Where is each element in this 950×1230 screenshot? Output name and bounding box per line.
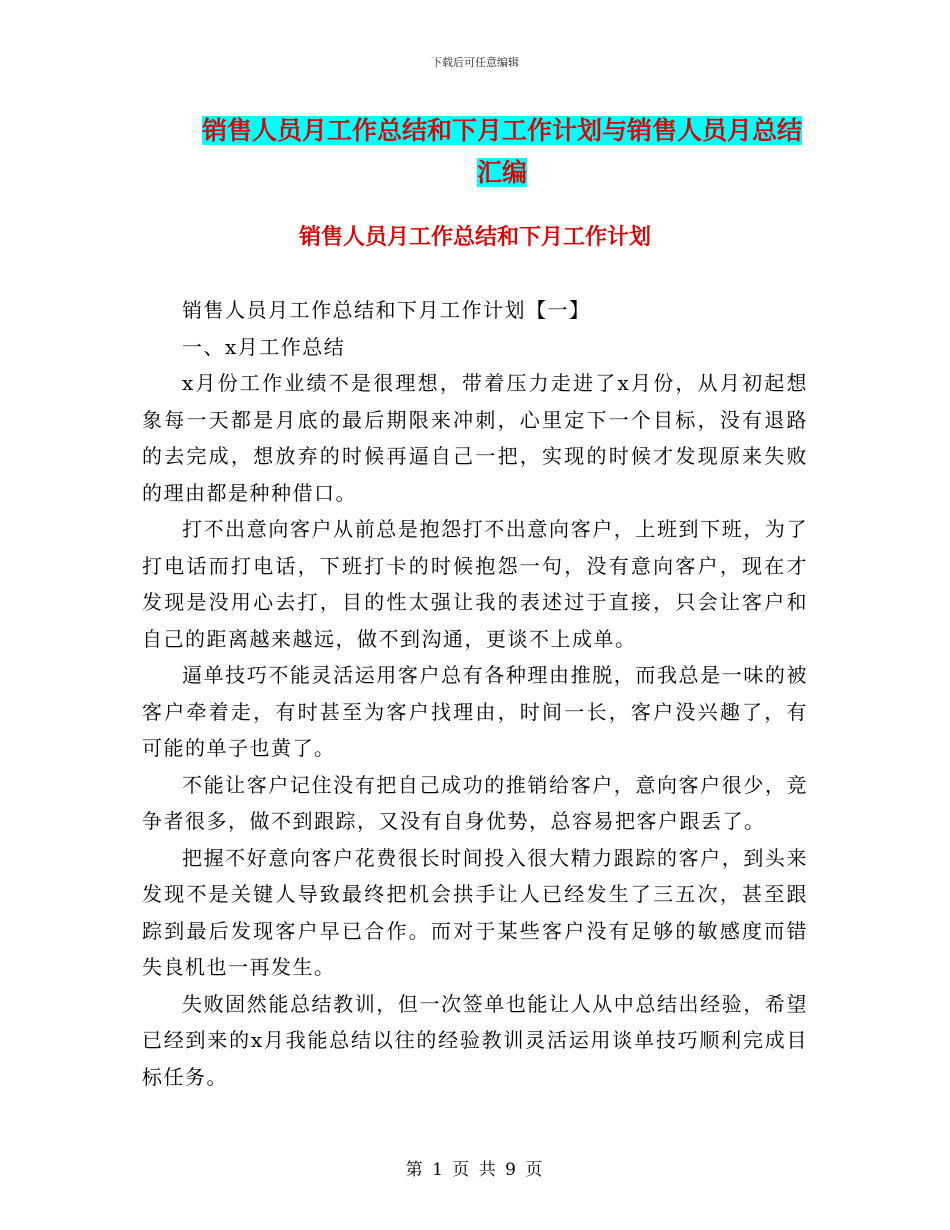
main-title	[192, 110, 812, 194]
paragraph: x月份工作业绩不是很理想，带着压力走进了x月份，从月初起想象每一天都是月底的最后期限来冲刺，心里定下一个目标，没有退路的去完成，想放弃的时候再逼自己一把，实现的时候才发现原来失败的理由都是种种借口。	[142, 371, 808, 505]
section-title: 销售人员月工作总结和下月工作计划	[298, 225, 651, 250]
main-title-text: 销售人员月工作总结和下月工作计划与销售人员月总结汇编	[201, 116, 802, 187]
paragraph: 销售人员月工作总结和下月工作计划【一】	[182, 298, 591, 322]
paragraph: 逼单技巧不能灵活运用客户总有各种理由推脱，而我总是一味的被客户牵着走，有时甚至为客户找理由，时间一长，客户没兴趣了，有可能的单子也黄了。	[142, 663, 808, 760]
document-body	[142, 292, 808, 1095]
paragraph: 不能让客户记住没有把自己成功的推销给客户，意向客户很少，竞争者很多，做不到跟踪，又没有自身优势，总容易把客户跟丢了。	[142, 772, 808, 833]
paragraph: 一、x月工作总结	[182, 334, 346, 359]
header-note: 下载后可任意编辑	[431, 56, 519, 69]
paragraph: 把握不好意向客户花费很长时间投入很大精力跟踪的客户，到头来发现不是关键人导致最终把机会拱手让人已经发生了三五次，甚至跟踪到最后发现客户早已合作。而对于某些客户没有足够的敏感度而错失良机也一再发生。	[142, 845, 808, 979]
paragraph: 失败固然能总结教训，但一次签单也能让人从中总结出经验，希望已经到来的x月我能总结以往的经验教训灵活运用谈单技巧顺利完成目标任务。	[142, 991, 808, 1089]
page-footer: 第 1 页 共 9 页	[405, 1160, 545, 1180]
paragraph: 打不出意向客户从前总是抱怨打不出意向客户，上班到下班，为了打电话而打电话，下班打卡的时候抱怨一句，没有意向客户，现在才发现是没用心去打，目的性太强让我的表述过于直接，只会让客户和自己的距离越来越远，做不到沟通，更谈不上成单。	[142, 517, 808, 651]
